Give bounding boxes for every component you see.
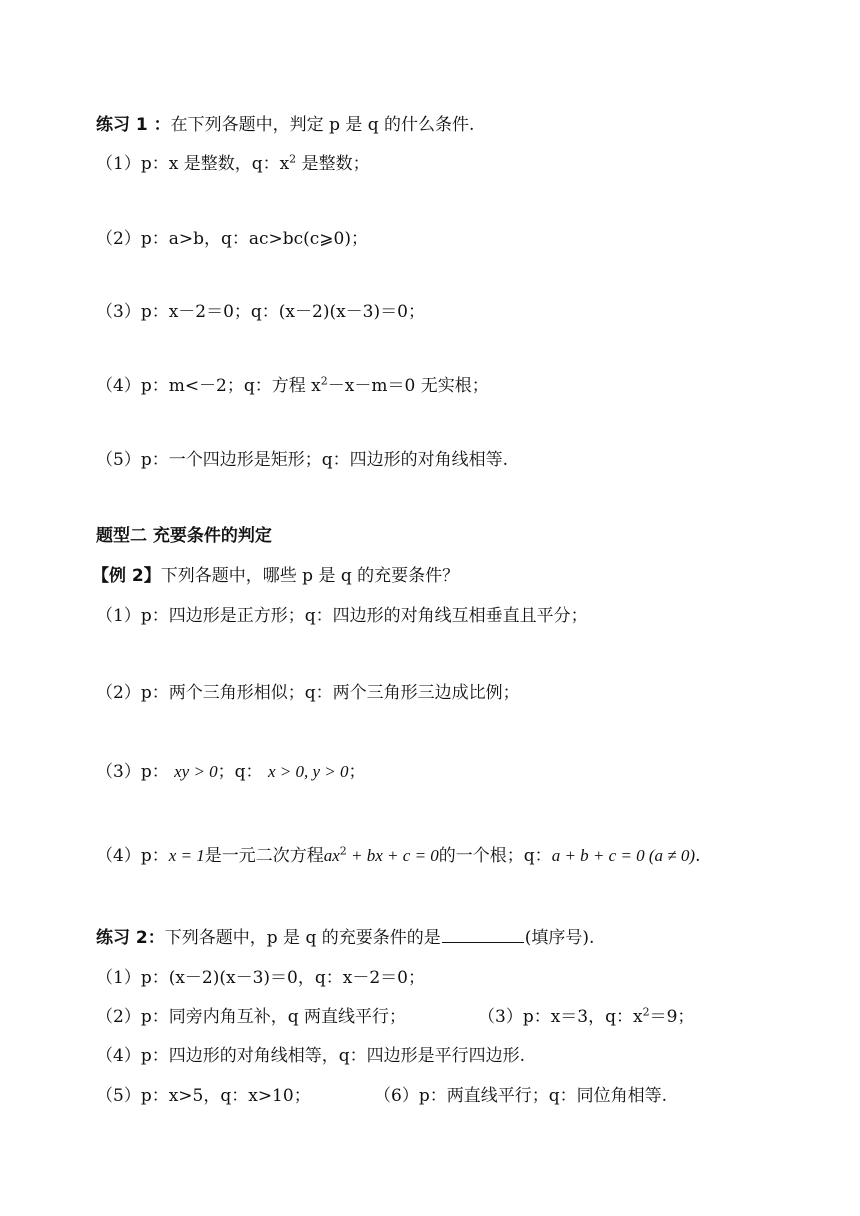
item-text: ＝9；	[649, 1007, 695, 1027]
item-text: ；	[348, 762, 366, 782]
math-expression: xy > 0	[174, 762, 218, 781]
practice2-item-5: （5）p：x>5，q：x>10；	[96, 1086, 311, 1106]
practice1-prompt: 在下列各题中，判定 p 是 q 的什么条件.	[170, 115, 475, 135]
practice2-item-3	[478, 1005, 694, 1029]
example2-item-2: （2）p：两个三角形相似；q：两个三角形三边成比例；	[96, 683, 520, 703]
practice1-item-5: （5）p：一个四边形是矩形；q：四边形的对角线相等.	[96, 450, 508, 470]
item-text: （3）p：	[96, 762, 169, 782]
math-expression: a + b + c = 0 (a ≠ 0)	[551, 846, 696, 865]
item-text: 是一元二次方程	[204, 846, 324, 866]
example2-tag: 【例 2】	[92, 566, 161, 586]
practice1-item-4	[96, 374, 489, 398]
practice1-item-3: （3）p：x－2＝0；q：(x－2)(x－3)＝0；	[96, 302, 425, 322]
example2-title-line	[92, 564, 459, 588]
item-text: （4）p：	[96, 846, 169, 866]
practice2-item-4: （4）p：四边形的对角线相等，q：四边形是平行四边形.	[96, 1046, 525, 1066]
item-text: （3）p：x＝3，q：x	[478, 1007, 643, 1027]
practice1-item-2: （2）p：a>b，q：ac>bc(c⩾0)；	[96, 229, 368, 249]
practice2-title: 练习 2：	[96, 928, 165, 948]
practice2-prompt-end: (填序号).	[524, 928, 595, 948]
section-heading: 题型二 充要条件的判定	[96, 526, 272, 546]
practice2-title-line	[96, 926, 594, 950]
superscript: 2	[320, 374, 328, 388]
item-text: 是整数；	[296, 154, 370, 174]
item-text: （4）p：m<－2；q：方程 x	[96, 376, 321, 396]
practice2-item-1: （1）p：(x－2)(x－3)＝0，q：x－2＝0；	[96, 968, 425, 988]
item-text: ；q：	[217, 762, 263, 782]
item-text: －x－m＝0 无实根；	[327, 376, 489, 396]
practice2-prompt: 下列各题中，p 是 q 的充要条件的是	[164, 928, 441, 948]
example2-item-4	[96, 844, 700, 868]
superscript: 2	[289, 152, 297, 166]
item-text: 的一个根；q：	[438, 846, 552, 866]
practice2-item-6: （6）p：两直线平行；q：同位角相等.	[374, 1086, 667, 1106]
item-text: （1）p：x 是整数，q：x	[96, 154, 290, 174]
example2-item-3	[96, 760, 366, 784]
superscript: 2	[642, 1005, 650, 1019]
practice1-title: 练习 1 ：	[96, 115, 171, 135]
practice1-title-line	[96, 113, 474, 137]
practice2-item-2: （2）p：同旁内角互补，q 两直线平行；	[96, 1007, 406, 1027]
superscript: 2	[339, 844, 347, 858]
answer-blank[interactable]	[442, 926, 524, 943]
math-expression: + bx + c = 0	[346, 846, 439, 865]
example2-prompt: 下列各题中，哪些 p 是 q 的充要条件？	[160, 566, 460, 586]
math-expression: ax	[323, 846, 340, 865]
item-text: .	[695, 846, 701, 866]
example2-item-1: （1）p：四边形是正方形；q：四边形的对角线互相垂直且平分；	[96, 606, 588, 626]
math-expression: x = 1	[168, 846, 205, 865]
practice1-item-1	[96, 152, 370, 176]
math-expression: x > 0, y > 0	[267, 762, 349, 781]
